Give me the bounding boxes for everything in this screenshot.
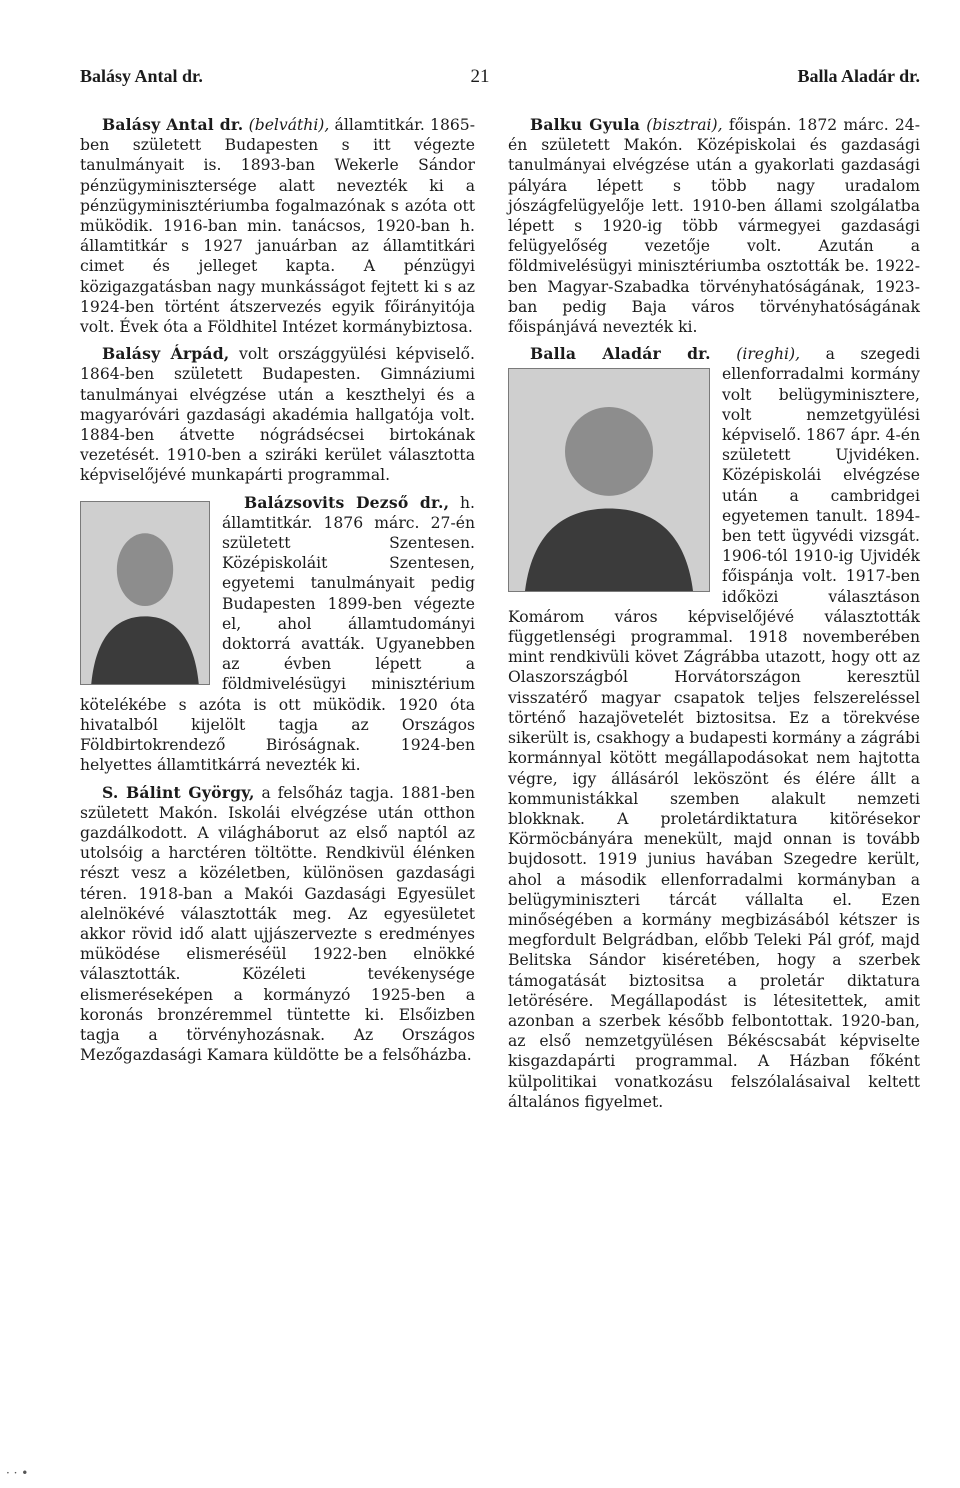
entry-name: Balku Gyula xyxy=(530,115,641,134)
entry-balazsovits-dezso xyxy=(80,493,475,776)
right-column xyxy=(508,115,920,1119)
entry-name: S. Bálint György, xyxy=(102,782,255,802)
running-head-left: Balásy Antal dr. xyxy=(80,66,203,86)
entry-name: Balásy Árpád, xyxy=(102,344,230,364)
entry-balint-gyorgy xyxy=(80,783,475,1066)
entry-name: Balla Aladár dr. xyxy=(530,344,711,364)
entry-alias: (belváthi), xyxy=(248,116,330,134)
page-number: 21 xyxy=(470,66,490,87)
entry-balasy-antal xyxy=(80,115,475,337)
entry-text: a felsőház tagja. 1881-ben született Makón. Iskolái elvégzése után otthon gazdálkodott. A világháborut az első naptól az utolsóig a harctéren töltötte. Rendkivül élénken részt vesz a közéletben, különösen gazdasági téren. 1918-ban a Makói Gazdasági Egyesület alelnökévé választották meg. Az egyesületet akkor rövid idő alatt ujjászervezte s eredményes müködése elismeréséül 1922-ben elnökké választották. Közéleti tevékenysége elismeréseképen a kormányzó 1925-ben a koronás bronzéremmel tüntette ki. Elsőizben tagja a törvényhozásnak. Az Országos Mezőgazdasági Kamara küldötte be a felsőházba. xyxy=(80,783,475,1065)
entry-balla-aladar xyxy=(508,344,920,1112)
entry-name: Balásy Antal dr. xyxy=(102,115,244,134)
running-head-right: Balla Aladár dr. xyxy=(797,66,920,86)
entry-balku-gyula xyxy=(508,115,920,337)
entry-text: főispán. 1872 márc. 24-én született Makón. Középiskolai és gazdasági tanulmányai elvégzése után a gyakorlati gazdasági pályára lépett s több nagy uradalom jószágfelügyelője lett. 1910-ben állami szolgálatba lépett s 1920-ig több vármegyei gazdasági felügyelőség vezetője volt. Azután a földmivelésügyi minisztériumba osztották be. 1922-ben Magyar-Szabadka törvényhatóságának, 1923-ban pedig Baja város törvényhatóságának főispánjává nevezték ki. xyxy=(508,116,921,337)
entry-text: h. államtitkár. 1876 márc. 27-én született Szentesen. Középiskoláit Szentesen, egyetemi tanulmányait pedig Budapesten 1899-ben végezte el, ahol államtudományi doktorrá avatták. Ugyanebben az évben lépett a földmivelésügyi minisztérium kötelékébe s azóta is ott müködik. 1920 óta hivatalból kijelölt tagja az Országos Földbirtokrendező Biróságnak. 1924-ben helyettes államtitkárrá nevezték ki. xyxy=(80,493,475,775)
portrait-balla-photo xyxy=(508,368,710,592)
entry-balasy-arpad xyxy=(80,344,475,485)
entry-text: volt országgyülési képviselő. 1864-ben született Budapesten. Gimnáziumi tanulmányai elvégzése után a keszthelyi és a magyaróvári gazdasági akadémia hallgatója volt. 1884-ben átvette nógrádsécsei birtokának vezetését. 1910-ben a sziráki kerület választotta képviselőjévé munkapárti programmal. xyxy=(80,345,475,485)
entry-alias: (bisztrai), xyxy=(646,116,723,134)
scan-mark: · · • xyxy=(6,1466,29,1480)
entry-text: államtitkár. 1865-ben született Budapesten s itt végezte tanulmányait is. 1893-ban Wekerle Sándor pénzügyminisztersége alatt nevezték ki a pénzügyminisztériumba fogalmazónak s azóta ott müködik. 1916-ban min. tanácsos, 1920-ban h. államtitkár s 1927 januárban az államtitkári cimet és jelleget kapta. A pénzügyi közigazgatásban nagy munkásságot fejtett ki s az 1924-ben történt átszervezés egyik főirányitója volt. Évek óta a Földhitel Intézet kormánybiztosa. xyxy=(80,116,475,337)
entry-text: a szegedi ellenforradalmi kormány volt belügyminisztere, volt nemzetgyülési képviselő. 1867 ápr. 4-én született Ujvidéken. Középiskolái elvégzése után a cambridgei egyetemen tanult. 1894-ben tett ügyvédi vizsgát. 1906-tól 1910-ig Ujvidék főispánja volt. 1917-ben időközi választáson Komárom város képviselőjévé választották függetlenségi programmal. 1918 novemberében mint rendkivüli követ Zágrábba utazott, hogy ott az Olaszországból Horvátországon keresztül visszatérő magyar csapatok teljes felszereléssel történő hazajövetelét biztositsa. Ez a törekvése sikerült is, csakhogy a budapesti kormány a zágrábi kormánnyal kötött megállapodásokat nem hajtotta végre, igy állásáról leköszönt és élére állt a kommunistákkal szemben alakult nemzeti blokknak. A proletárdiktatura kitörésekor Körmöcbányára menekült, majd onnan is tovább bujdosott. 1919 junius havában Szegedre került, ahol a második ellenforradalmi kormányban a belügyminiszteri tárcát vállalta el. Ezen minőségében a kormány megbizásából kétszer is megfordult Belgrádban, előbb Teleki Pál gróf, majd Belitska Sándor kiséretében, hogy a szerbek támogatását biztositsa a proletár diktatura letörésére. Megállapodást is létesitettek, amit azonban a szerbek később felbontottak. 1920-ban, az első nemzetgyülésen Békéscsabát képviselte kisgazdapárti programmal. A Házban főként külpolitikai vonatkozásu felszólalásaival keltett általános figyelmet. xyxy=(508,345,921,1111)
entry-name: Balázsovits Dezső dr., xyxy=(244,492,450,512)
left-column xyxy=(80,115,475,1072)
entry-alias: (ireghi), xyxy=(736,345,801,364)
portrait-balazsovits-photo xyxy=(80,501,210,685)
